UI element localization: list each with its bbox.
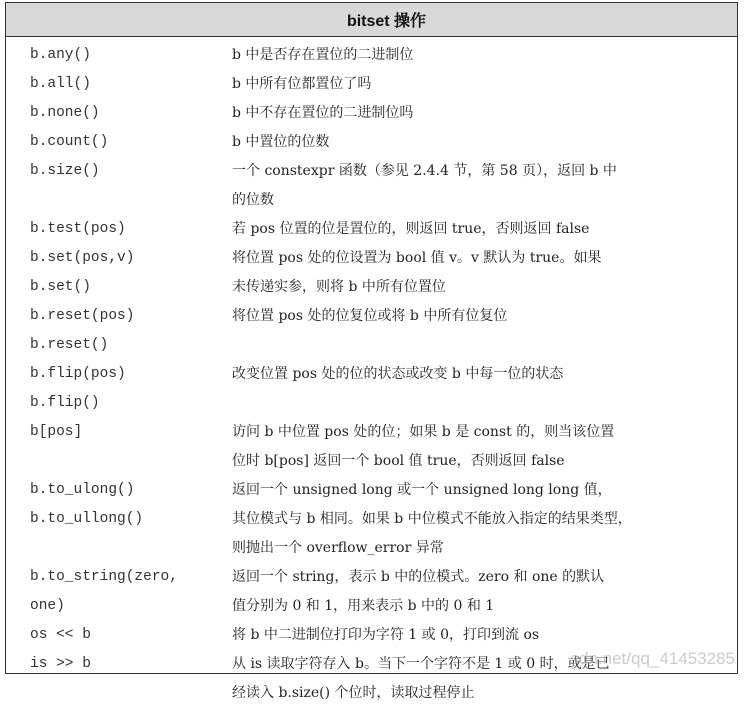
operation-line: b[pos] — [30, 424, 83, 440]
operation-cell — [6, 244, 232, 302]
table-row — [6, 621, 737, 650]
description-cell — [232, 418, 737, 476]
operation-line — [30, 447, 232, 476]
watermark: sdn.net/qq_41453285 — [570, 649, 735, 668]
description-line: 则抛出一个 overflow_error 异常 — [232, 540, 444, 556]
operation-line — [30, 679, 232, 708]
description-line: 返回一个 unsigned long 或一个 unsigned long long 值， — [232, 482, 612, 498]
operation-line: b.flip(pos) — [30, 366, 126, 382]
operation-cell — [6, 418, 232, 476]
operation-line: b.to_string(zero, — [30, 569, 178, 585]
description-cell — [232, 215, 737, 244]
description-cell — [232, 157, 737, 215]
description-line: b 中不存在置位的二进制位吗 — [232, 105, 414, 121]
operation-cell — [6, 157, 232, 215]
table-body — [6, 37, 737, 708]
description-line: 位时 b[pos] 返回一个 bool 值 true，否则返回 false — [232, 453, 565, 469]
bitset-operations-table — [5, 2, 738, 701]
table-row — [6, 244, 737, 302]
operation-line: b.reset() — [30, 337, 109, 353]
table-row — [6, 418, 737, 476]
description-cell — [232, 650, 737, 708]
operation-line: os << b — [30, 627, 91, 643]
operation-line: b.all() — [30, 76, 91, 92]
operation-line: b.to_ulong() — [30, 482, 135, 498]
operation-line: is >> b — [30, 656, 91, 672]
description-line: 若 pos 位置的位是置位的，则返回 true，否则返回 false — [232, 221, 590, 237]
description-line: 改变位置 pos 处的位的状态或改变 b 中每一位的状态 — [232, 366, 564, 382]
operation-line: b.test(pos) — [30, 221, 126, 237]
description-line: 访问 b 中位置 pos 处的位；如果 b 是 const 的，则当该位置 — [232, 424, 615, 440]
table-row — [6, 157, 737, 215]
description-line: 将位置 pos 处的位复位或将 b 中所有位复位 — [232, 308, 508, 324]
description-cell — [232, 244, 737, 302]
operation-cell — [6, 41, 232, 70]
description-cell — [232, 70, 737, 99]
table-row — [6, 476, 737, 563]
table-row — [6, 128, 737, 157]
operation-line: b.set(pos,v) — [30, 250, 135, 266]
description-cell — [232, 563, 737, 621]
description-cell — [232, 41, 737, 70]
operation-cell — [6, 302, 232, 360]
operation-line: b.set() — [30, 279, 91, 295]
description-line: 经读入 b.size() 个位时，读取过程停止 — [232, 685, 475, 701]
operation-cell — [6, 70, 232, 99]
operation-cell — [6, 128, 232, 157]
table-row — [6, 70, 737, 99]
description-line — [232, 389, 729, 418]
operation-cell — [6, 563, 232, 621]
operation-line — [30, 534, 232, 563]
table-row — [6, 650, 737, 708]
description-cell — [232, 476, 737, 563]
operation-cell — [6, 99, 232, 128]
description-line: 其位模式与 b 相同。如果 b 中位模式不能放入指定的结果类型， — [232, 511, 632, 527]
description-line: b 中所有位都置位了吗 — [232, 76, 372, 92]
operation-cell — [6, 621, 232, 650]
operation-line: b.none() — [30, 105, 100, 121]
description-line: 一个 constexpr 函数（参见 2.4.4 节，第 58 页），返回 b 中 — [232, 163, 617, 179]
table-row — [6, 563, 737, 621]
operation-line: b.to_ullong() — [30, 511, 144, 527]
operation-cell — [6, 650, 232, 708]
description-line: 值分别为 0 和 1，用来表示 b 中的 0 和 1 — [232, 598, 495, 614]
operation-line: b.reset(pos) — [30, 308, 135, 324]
description-line: 的位数 — [232, 192, 274, 208]
operation-line: b.flip() — [30, 395, 100, 411]
operation-cell — [6, 360, 232, 418]
description-line — [232, 331, 729, 360]
table-row — [6, 215, 737, 244]
description-cell — [232, 621, 737, 650]
description-cell — [232, 360, 737, 418]
operation-cell — [6, 215, 232, 244]
table-row — [6, 99, 737, 128]
operation-line: b.any() — [30, 47, 91, 63]
description-line: 将位置 pos 处的位设置为 bool 值 v。v 默认为 true。如果 — [232, 250, 602, 266]
operation-line: b.count() — [30, 134, 109, 150]
description-line: 从 is 读取字符存入 b。当下一个字符不是 1 或 0 时，或是已 — [232, 656, 610, 672]
table-row — [6, 360, 737, 418]
description-line: 将 b 中二进制位打印为字符 1 或 0，打印到流 os — [232, 627, 540, 643]
description-cell — [232, 99, 737, 128]
table-title: bitset 操作 — [6, 3, 737, 37]
description-cell — [232, 302, 737, 360]
table-row — [6, 41, 737, 70]
description-line: b 中是否存在置位的二进制位 — [232, 47, 414, 63]
table-row — [6, 302, 737, 360]
description-cell — [232, 128, 737, 157]
operation-line — [30, 186, 232, 215]
description-line: b 中置位的位数 — [232, 134, 330, 150]
operation-cell — [6, 476, 232, 563]
description-line: 未传递实参，则将 b 中所有位置位 — [232, 279, 446, 295]
operation-line: b.size() — [30, 163, 100, 179]
description-line: 返回一个 string，表示 b 中的位模式。zero 和 one 的默认 — [232, 569, 605, 585]
operation-line: one) — [30, 598, 65, 614]
